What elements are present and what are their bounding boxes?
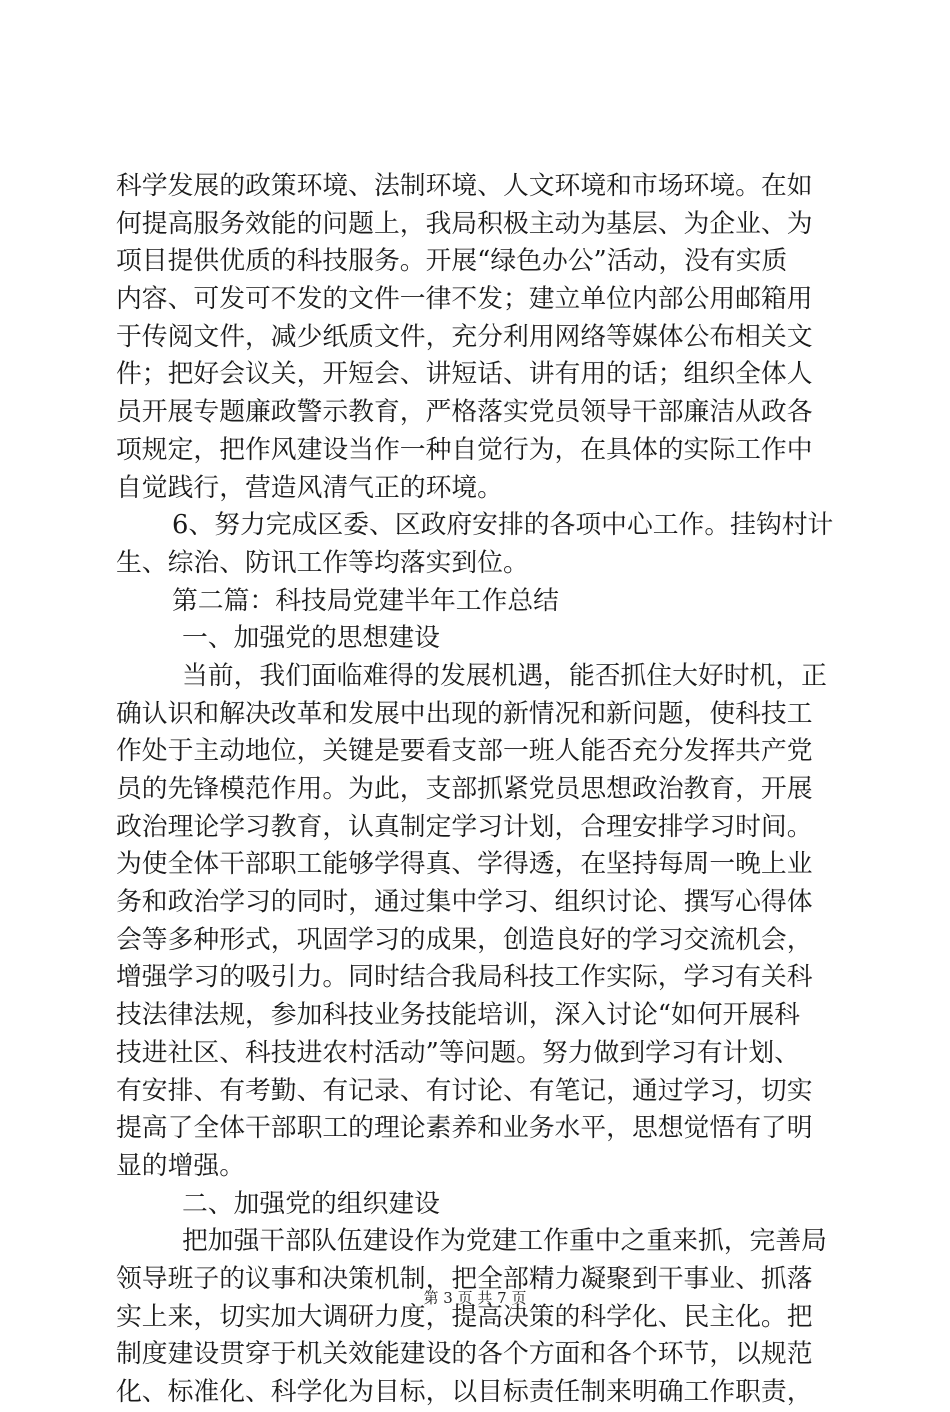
section-heading: 一、加强党的思想建设 — [182, 623, 440, 654]
text-line: 实上来，切实加大调研力度，提高决策的科学化、民主化。把 — [116, 1301, 813, 1332]
text-line: 制度建设贯穿于机关效能建设的各个方面和各个环节，以规范 — [116, 1339, 813, 1370]
text-line: 增强学习的吸引力。同时结合我局科技工作实际，学习有关科 — [116, 962, 813, 993]
text-line: 内容、可发可不发的文件一律不发；建立单位内部公用邮箱用 — [116, 284, 813, 315]
text-line: 有安排、有考勤、有记录、有讨论、有笔记，通过学习，切实 — [116, 1075, 813, 1106]
text-line: 领导班子的议事和决策机制，把全部精力凝聚到干事业、抓落 — [116, 1263, 813, 1294]
text-line: 务和政治学习的同时，通过集中学习、组织讨论、撰写心得体 — [116, 887, 813, 918]
text-line: 何提高服务效能的问题上，我局积极主动为基层、为企业、为 — [116, 208, 813, 239]
text-line: 技法律法规，参加科技业务技能培训，深入讨论“如何开展科 — [116, 1000, 800, 1031]
text-line: 政治理论学习教育，认真制定学习计划，合理安排学习时间。 — [116, 811, 813, 842]
text-line: 员的先锋模范作用。为此，支部抓紧党员思想政治教育，开展 — [116, 774, 813, 804]
paragraph-start-line: 6、努力完成区委、区政府安排的各项中心工作。挂钩村计 — [172, 510, 834, 541]
paragraph-start-line: 当前，我们面临难得的发展机遇，能否抓住大好时机，正 — [182, 660, 827, 691]
paragraph-start-line: 把加强干部队伍建设作为党建工作重中之重来抓，完善局 — [182, 1226, 827, 1257]
text-line: 件；把好会议关，开短会、讲短话、讲有用的话；组织全体人 — [116, 359, 813, 390]
text-line: 显的增强。 — [116, 1150, 245, 1181]
section-heading: 二、加强党的组织建设 — [182, 1188, 440, 1219]
text-line: 化、标准化、科学化为目标，以目标责任制来明确工作职责， — [116, 1377, 813, 1407]
section-title: 第二篇：科技局党建半年工作总结 — [172, 585, 559, 616]
text-line: 于传阅文件，减少纸质文件，充分利用网络等媒体公布相关文 — [116, 321, 813, 352]
document-body — [116, 168, 836, 1412]
text-line: 作处于主动地位，关键是要看支部一班人能否充分发挥共产党 — [116, 736, 813, 767]
text-line: 会等多种形式，巩固学习的成果，创造良好的学习交流机会， — [116, 924, 813, 955]
text-line: 科学发展的政策环境、法制环境、人文环境和市场环境。在如 — [116, 171, 813, 201]
page-number-footer: 第 3 页 共 7 页 — [423, 1289, 527, 1307]
text-line: 自觉践行，营造风清气正的环境。 — [116, 472, 503, 503]
text-line: 项目提供优质的科技服务。开展“绿色办公”活动，没有实质 — [116, 246, 788, 277]
text-line: 为使全体干部职工能够学得真、学得透，在坚持每周一晚上业 — [116, 849, 813, 880]
text-line: 技进社区、科技进农村活动”等问题。努力做到学习有计划、 — [116, 1037, 800, 1068]
text-line: 项规定，把作风建设当作一种自觉行为，在具体的实际工作中 — [116, 434, 813, 465]
text-line: 确认识和解决改革和发展中出现的新情况和新问题，使科技工 — [116, 698, 813, 729]
text-line: 生、综治、防讯工作等均落实到位。 — [116, 547, 529, 578]
text-line: 员开展专题廉政警示教育，严格落实党员领导干部廉洁从政各 — [116, 397, 813, 428]
text-line: 提高了全体干部职工的理论素养和业务水平，思想觉悟有了明 — [116, 1113, 813, 1144]
